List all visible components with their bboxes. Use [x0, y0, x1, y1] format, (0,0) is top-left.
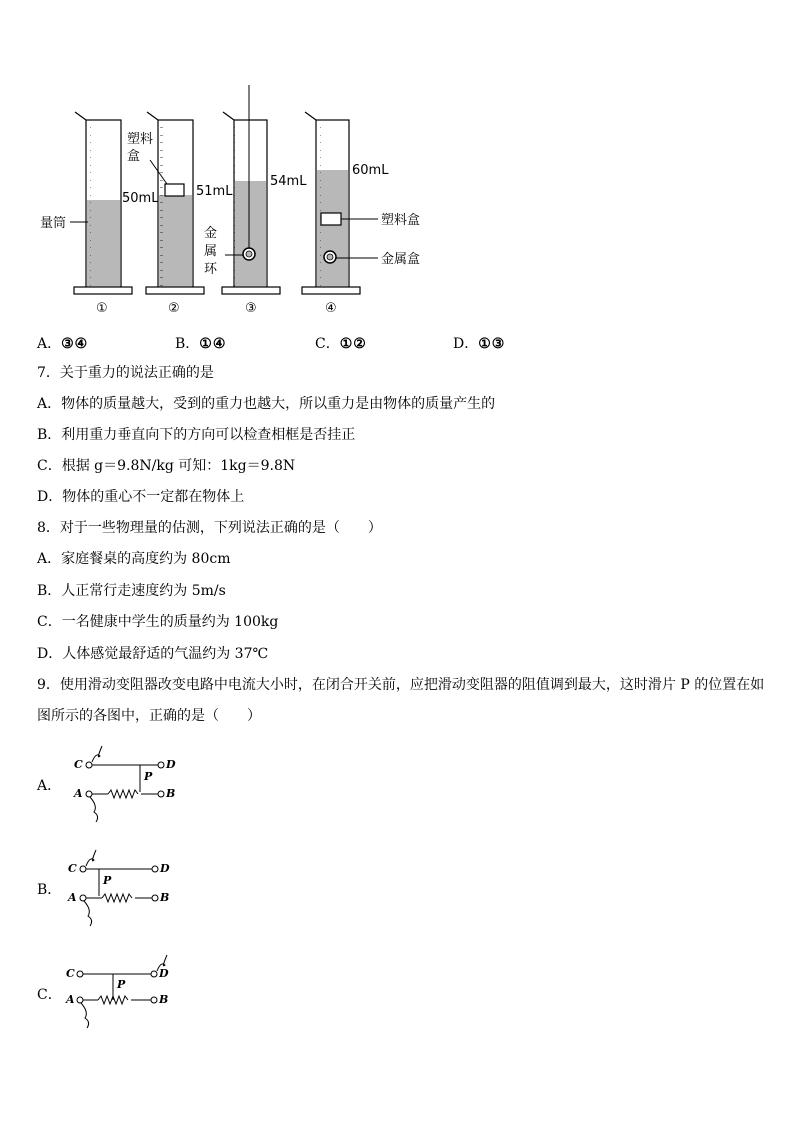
- svg-text:D: D: [166, 758, 176, 771]
- q8-option-d: D．人体感觉最舒适的气温约为 37℃: [37, 646, 269, 662]
- q9-option-b-label: B．: [37, 882, 62, 898]
- label-he: 盒: [127, 149, 141, 164]
- number-1: ①: [96, 301, 108, 316]
- label-jin: 金: [204, 226, 218, 241]
- rheostat-c: [65, 955, 169, 1028]
- rheostat-a: [73, 746, 176, 822]
- q6-option-d: D．①③: [453, 336, 506, 352]
- svg-text:C: C: [74, 758, 83, 771]
- number-2: ②: [168, 301, 180, 316]
- label-liangtong: 量筒: [40, 216, 67, 231]
- svg-text:B: B: [166, 787, 176, 800]
- q8-option-c: C．一名健康中学生的质量约为 100kg: [37, 614, 279, 630]
- q7-option-d: D．物体的重心不一定都在物体上: [37, 489, 245, 505]
- number-3: ③: [245, 301, 257, 316]
- label-jinshuhe: 金属盒: [381, 252, 421, 267]
- svg-text:A: A: [68, 891, 77, 904]
- label-51ml: 51mL: [196, 184, 233, 199]
- q9-option-c-label: C．: [37, 987, 62, 1003]
- q7-option-b: B．利用重力垂直向下的方向可以检查相框是否挂正: [37, 427, 356, 443]
- q8-stem: 8．对于一些物理量的估测，下列说法正确的是（ ）: [37, 520, 382, 536]
- svg-text:A: A: [74, 787, 83, 800]
- q6-option-a: A．③④: [37, 336, 89, 352]
- label-shu: 属: [204, 244, 218, 259]
- q9-stem-line2: 图所示的各图中，正确的是（ ）: [37, 708, 261, 724]
- label-suliao-1: 塑料: [127, 132, 154, 147]
- q7-option-c: C．根据 g＝9.8N/kg 可知：1kg＝9.8N: [37, 458, 296, 474]
- svg-text:B: B: [159, 993, 169, 1006]
- svg-text:A: A: [66, 993, 75, 1006]
- q6-option-c: C．①②: [315, 336, 367, 352]
- svg-text:B: B: [160, 891, 170, 904]
- q9-option-a-label: A．: [37, 778, 62, 794]
- svg-text:D: D: [159, 967, 169, 980]
- q9-stem-line1: 9．使用滑动变阻器改变电路中电流大小时，在闭合开关前，应把滑动变阻器的阻值调到最大，这时滑片 P 的位置在如: [37, 677, 765, 693]
- svg-text:P: P: [117, 978, 126, 991]
- q8-option-b: B．人正常行走速度约为 5m/s: [37, 583, 226, 599]
- svg-text:P: P: [103, 874, 112, 887]
- label-50ml: 50mL: [122, 191, 159, 206]
- label-suliaohe: 塑料盒: [381, 213, 421, 228]
- svg-text:D: D: [160, 862, 170, 875]
- svg-text:C: C: [66, 967, 75, 980]
- label-60ml: 60mL: [352, 163, 389, 178]
- number-4: ④: [325, 301, 337, 316]
- label-huan: 环: [204, 262, 218, 277]
- q6-option-b: B．①④: [175, 336, 227, 352]
- q7-stem: 7．关于重力的说法正确的是: [37, 365, 214, 381]
- q8-option-a: A．家庭餐桌的高度约为 80cm: [37, 551, 231, 567]
- label-54ml: 54mL: [270, 174, 307, 189]
- svg-text:P: P: [144, 770, 153, 783]
- q7-option-a: A．物体的质量越大，受到的重力也越大，所以重力是由物体的质量产生的: [37, 396, 496, 412]
- svg-text:C: C: [68, 862, 77, 875]
- rheostat-b: [67, 850, 170, 926]
